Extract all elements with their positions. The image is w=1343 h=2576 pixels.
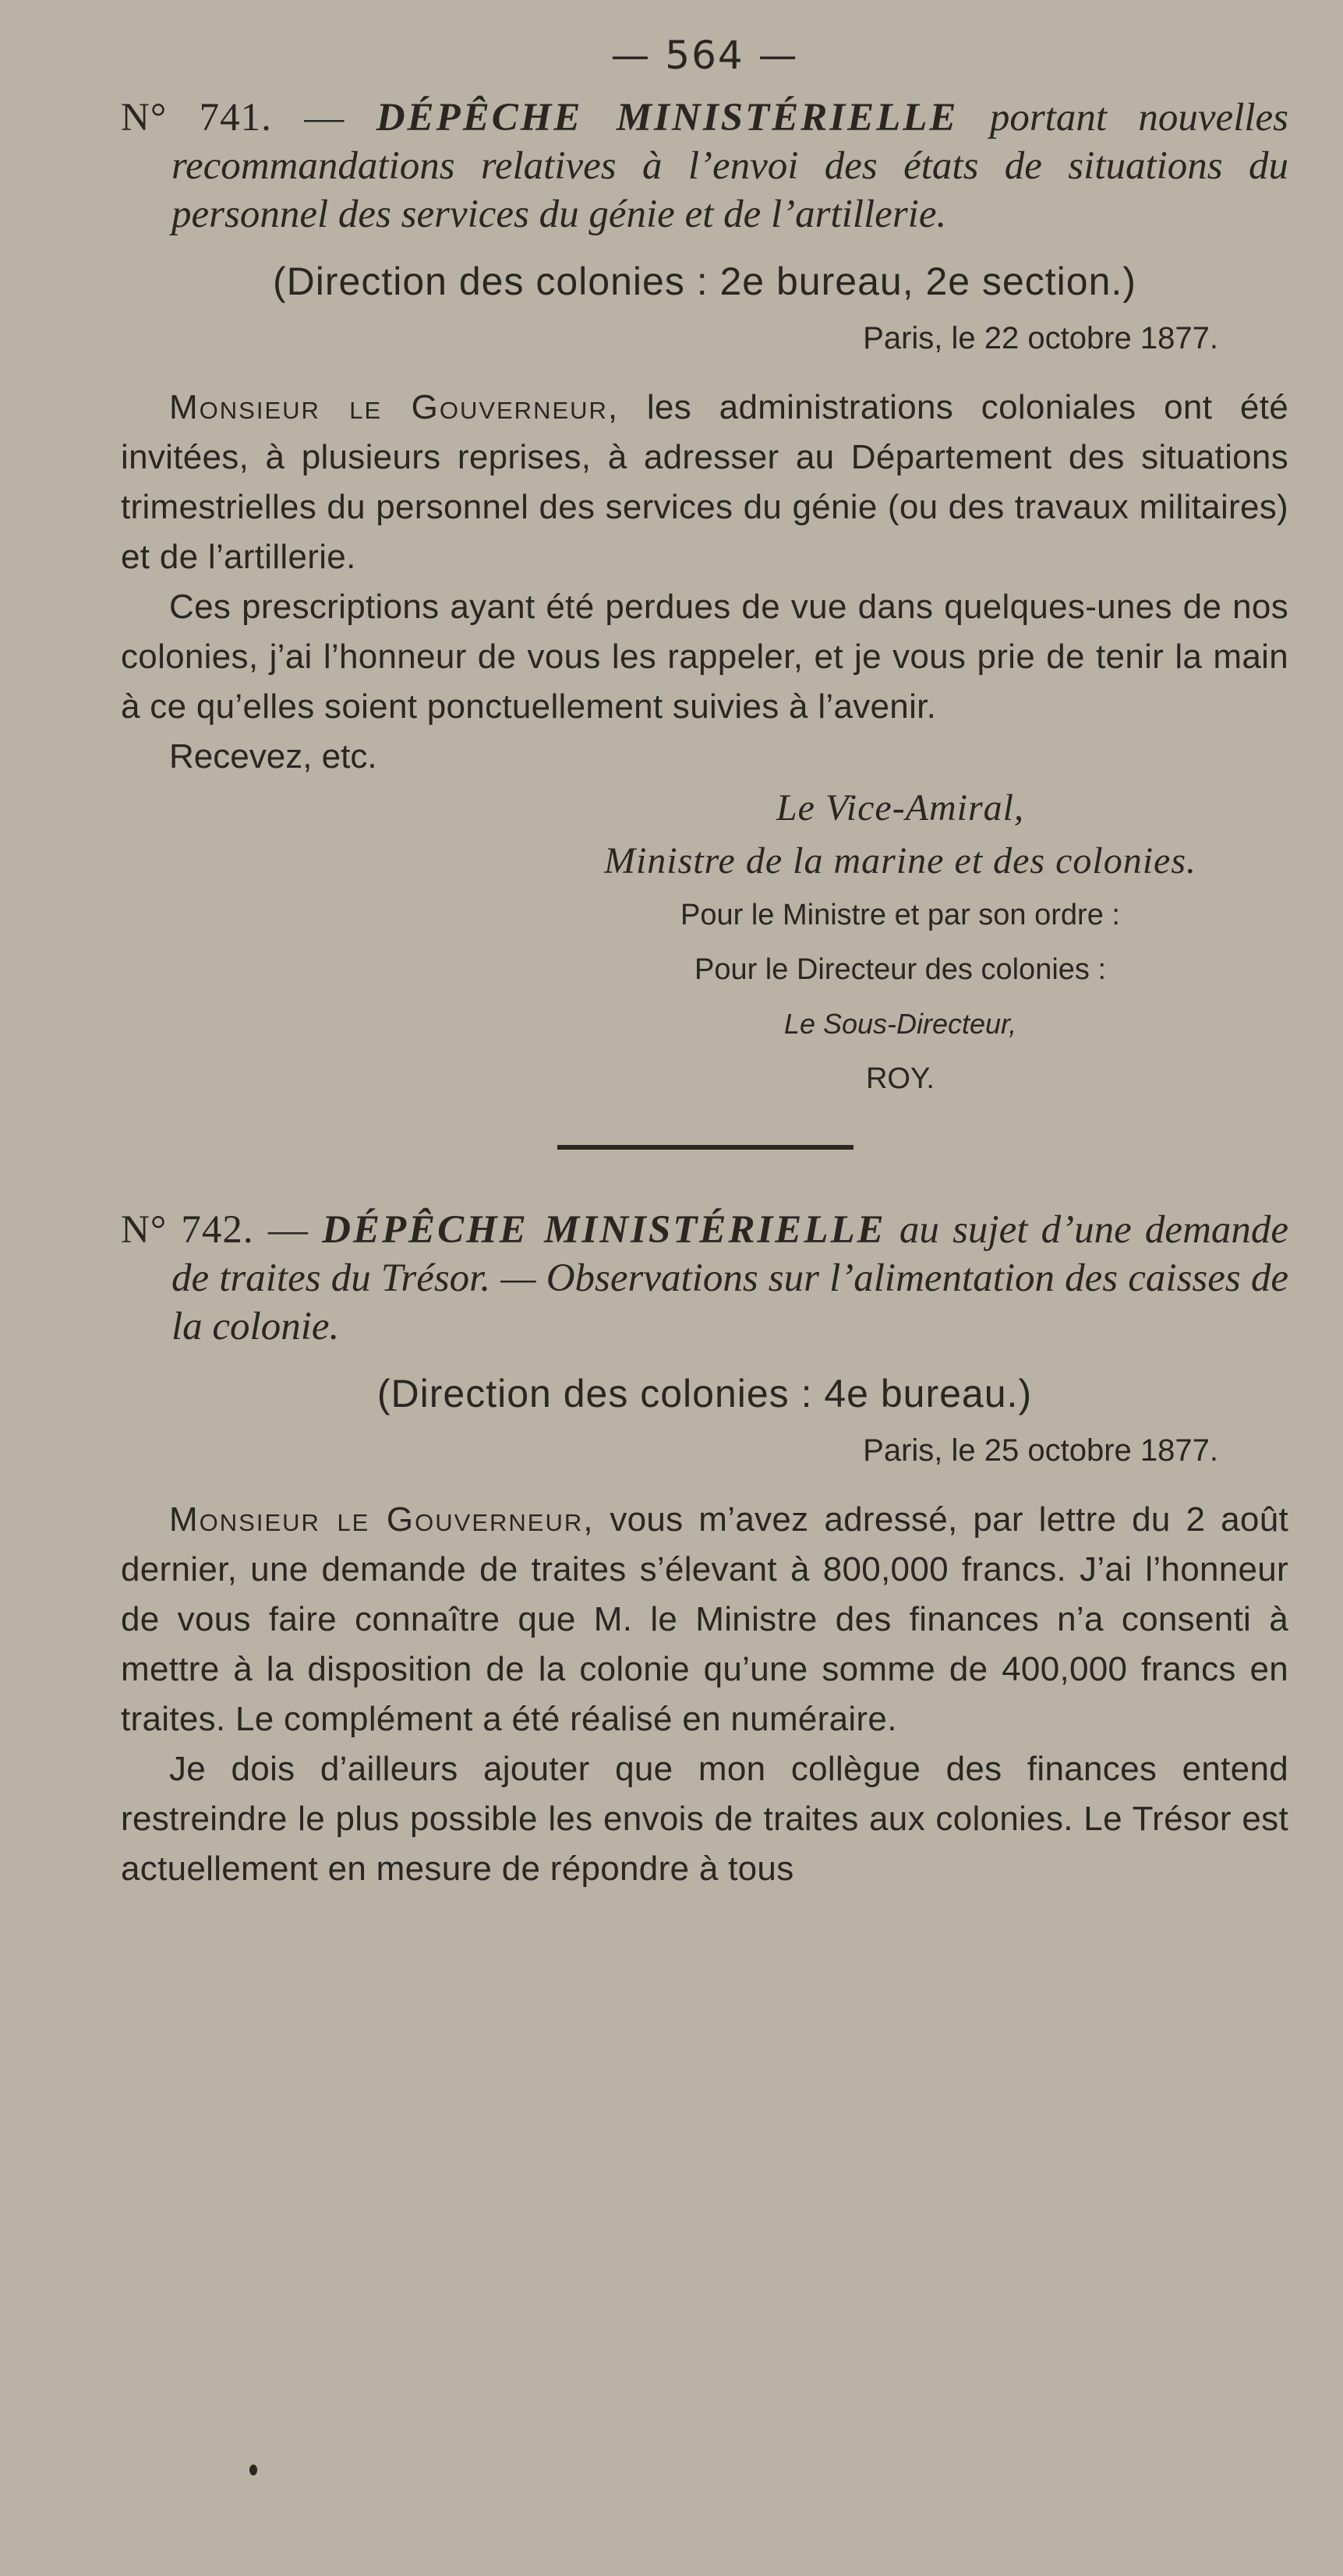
dispatch-742: [121, 1206, 1288, 1894]
dispatch-direction: (Direction des colonies : 4e bureau.): [376, 1372, 1033, 1415]
dispatch-741: [121, 94, 1288, 1106]
dispatch-subject: au sujet d’une demande de traites du Trésor. — Observations sur l’alimentation des caisses de la colonie.: [171, 1208, 1289, 1348]
page-number: — 564 —: [610, 33, 799, 78]
body-paragraph: Ces prescriptions ayant été perdues de vue dans quelques-unes de nos colonies, j’ai l’honneur de vous les rappeler, et je vous prie de tenir la main à ce qu’elles soient ponctuellement suivies à l’avenir.: [121, 588, 1288, 726]
signature-line: Le Vice-Amiral,: [776, 787, 1025, 829]
body-paragraph: [121, 383, 1288, 582]
section-divider: [557, 1145, 854, 1150]
dispatch-date: Paris, le 25 octobre 1877.: [863, 1433, 1218, 1468]
signature-block: [511, 782, 1290, 1106]
paragraph-text: vous m’avez adressé, par lettre du 2 août dernier, une demande de traites s’élevant à 800,000 francs. J’ai l’honneur de vous faire connaître que M. le Ministre des finances n’a consenti à mettre à la disposition de la colonie qu’une somme de 400,000 francs en traites. Le complément a été réalisé en numéraire.: [121, 1500, 1289, 1738]
dispatch-subject: portant nouvelles recommandations relatives à l’envoi des états de situations du personnel des services du génie et de l’artillerie.: [171, 96, 1289, 236]
signature-line: Ministre de la marine et des colonies.: [603, 840, 1197, 882]
dispatch-number: N° 741. —: [121, 96, 345, 140]
ink-speck: [249, 2465, 257, 2475]
body-paragraph: [121, 1495, 1288, 1744]
dispatch-number: N° 742. —: [121, 1208, 309, 1252]
dispatch-date: Paris, le 22 octobre 1877.: [863, 321, 1218, 355]
dispatch-heading: [121, 94, 1288, 239]
signature-line: Pour le Ministre et par son ordre :: [680, 899, 1120, 931]
salutation: Monsieur le Gouverneur,: [169, 1500, 595, 1539]
closing-formula: Recevez, etc.: [169, 737, 377, 776]
dispatch-direction: (Direction des colonies : 2e bureau, 2e section.): [273, 260, 1136, 303]
salutation: Monsieur le Gouverneur,: [169, 388, 620, 426]
signature-line: Pour le Directeur des colonies :: [694, 953, 1107, 986]
paragraph-text: les administrations coloniales ont été invitées, à plusieurs reprises, à adresser au Département des situations trimestrielles du personnel des services du génie (ou des travaux militaires) et de l’artillerie.: [121, 388, 1288, 576]
body-paragraph: Je dois d’ailleurs ajouter que mon collègue des finances entend restreindre le plus possible les envois de traites aux colonies. Le Trésor est actuellement en mesure de répondre à tous: [121, 1750, 1288, 1888]
dispatch-title: DÉPÊCHE MINISTÉRIELLE: [322, 1208, 886, 1252]
dispatch-title: DÉPÊCHE MINISTÉRIELLE: [376, 96, 959, 140]
signature-line: Le Sous-Directeur,: [783, 1008, 1017, 1040]
dispatch-heading: [121, 1206, 1288, 1351]
signatory-name: ROY.: [865, 1062, 935, 1095]
